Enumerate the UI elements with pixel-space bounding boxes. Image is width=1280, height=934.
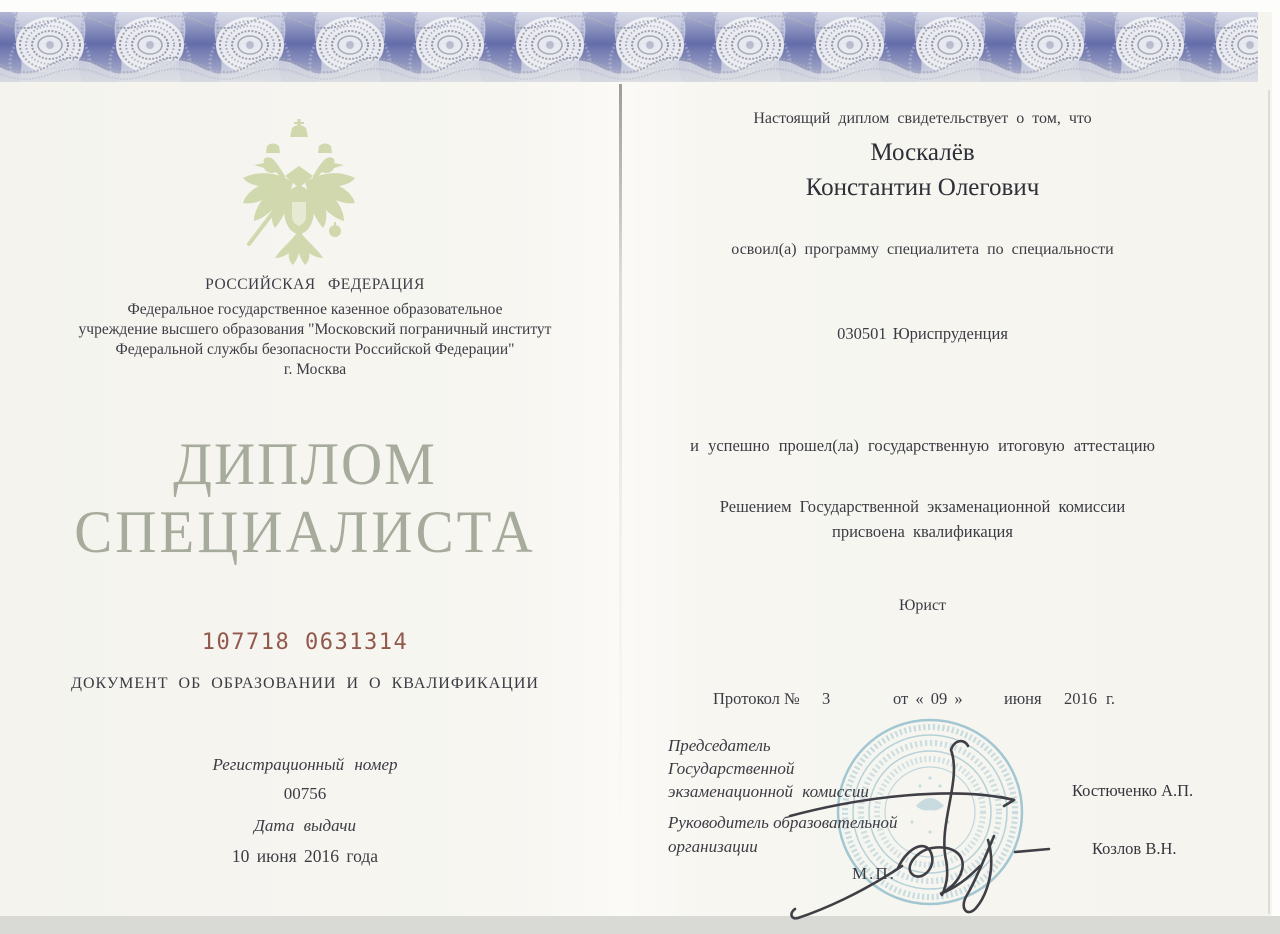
holder-name-patronymic: Константин Олегович	[805, 174, 1040, 201]
protocol-number: 3	[822, 689, 831, 708]
guilloche-pattern-icon	[0, 12, 1258, 82]
protocol-month: июня	[1004, 689, 1042, 708]
registration-number-label: Регистрационный номер	[212, 755, 398, 774]
chairman-name: Костюченко А.П.	[1072, 781, 1194, 800]
page-right-edge	[1268, 90, 1270, 914]
institution-city: г. Москва	[283, 361, 347, 378]
handwritten-signature	[770, 728, 1100, 928]
commission-decision-line2: присвоена квалификация	[832, 522, 1013, 541]
document-kind-line: ДОКУМЕНТ ОБ ОБРАЗОВАНИИ И О КВАЛИФИКАЦИИ	[71, 675, 539, 692]
guilloche-border	[0, 12, 1258, 82]
russia-coat-of-arms-icon	[233, 118, 365, 268]
commission-decision-line1: Решением Государственной экзаменационной комиссии	[719, 497, 1126, 516]
diploma-title-line1: ДИПЛОМ	[173, 431, 437, 498]
head-name: Козлов В.Н.	[1092, 839, 1177, 858]
seal-placeholder-label: М.П.	[852, 864, 896, 883]
institution-name-line2: учреждение высшего образования "Московский пограничный институт	[78, 321, 552, 338]
institution-name-line1: Федеральное государственное казенное образовательное	[127, 301, 503, 318]
issue-date-label: Дата выдачи	[254, 816, 356, 835]
country-heading: РОССИЙСКАЯ ФЕДЕРАЦИЯ	[205, 276, 425, 293]
diploma-title-line2: СПЕЦИАЛИСТА	[74, 499, 536, 566]
registration-number-value: 00756	[283, 784, 327, 803]
head-label-line2: организации	[668, 837, 758, 856]
attestation-line: и успешно прошел(ла) государственную итоговую аттестацию	[690, 436, 1155, 455]
specialty-line: 030501 Юриспруденция	[837, 324, 1008, 343]
center-fold-line	[619, 84, 622, 844]
protocol-label: Протокол №	[713, 689, 800, 708]
diploma-serial-number: 107718 0631314	[201, 630, 409, 655]
institution-name-line3: Федеральной службы безопасности Российской Федерации"	[115, 341, 515, 358]
protocol-year: 2016	[1064, 689, 1097, 708]
program-line: освоил(а) программу специалитета по специальности	[731, 241, 1114, 258]
certifies-intro-line: Настоящий диплом свидетельствует о том, что	[753, 110, 1092, 127]
holder-surname: Москалёв	[870, 139, 975, 166]
issue-date-value: 10 июня 2016 года	[231, 846, 379, 866]
chairman-label-line2: Государственной	[668, 759, 795, 778]
head-label-line1: Руководитель образовательной	[668, 813, 898, 832]
chairman-label-line3: экзаменационной комиссии	[668, 782, 869, 801]
protocol-date-from: от « 09 »	[893, 689, 963, 708]
chairman-label-line1: Председатель	[668, 736, 771, 755]
qualification-value: Юрист	[898, 597, 947, 614]
protocol-year-suffix: г.	[1106, 689, 1116, 708]
